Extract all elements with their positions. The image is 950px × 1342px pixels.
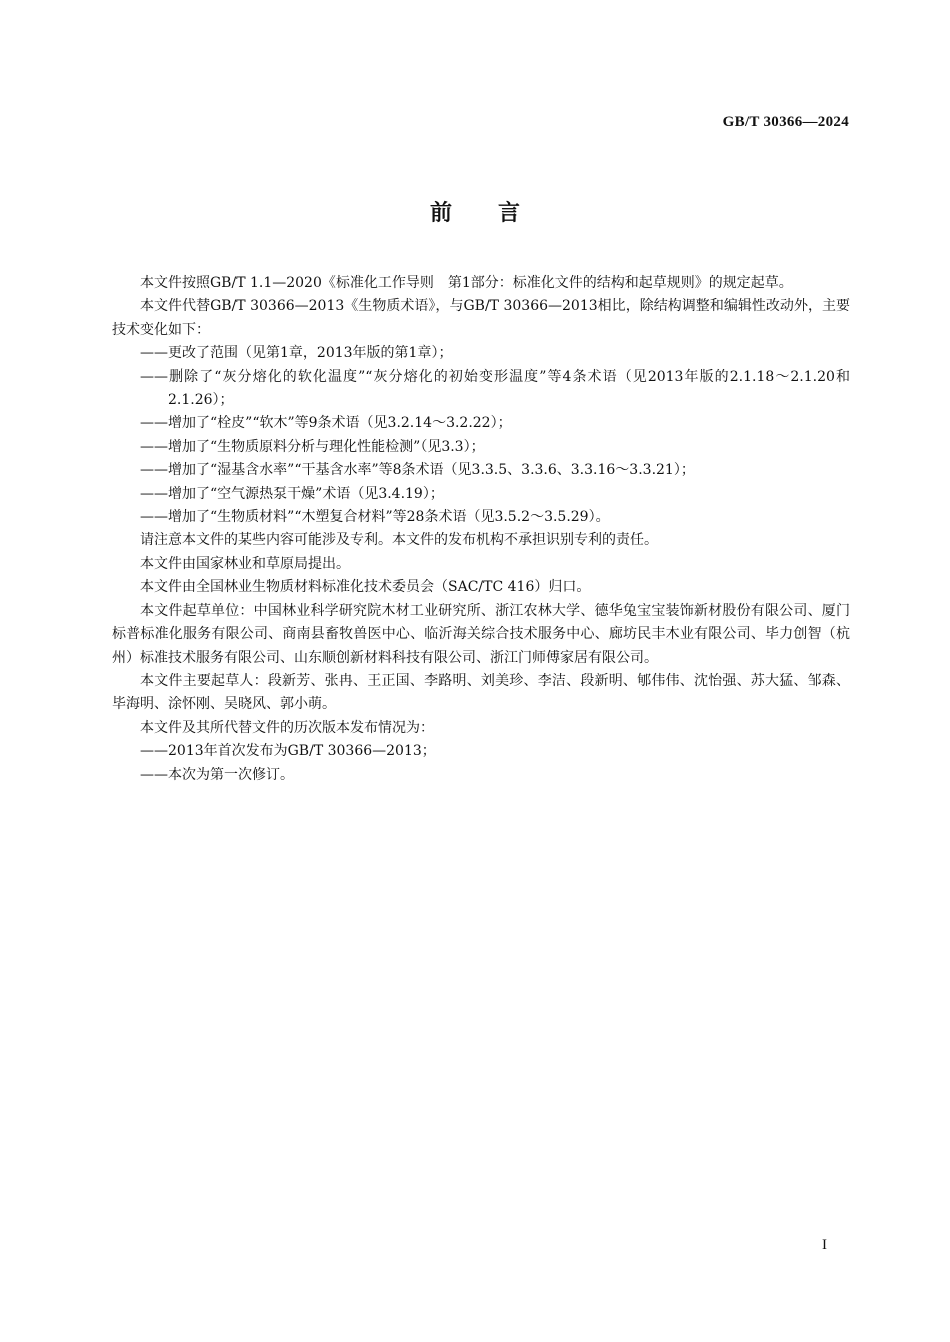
dash-marker: —— — [140, 368, 168, 385]
document-body — [112, 272, 850, 787]
dash-marker: —— — [140, 509, 168, 526]
paragraph-text: 增加了“湿基含水率”“干基含水率”等8条术语（见3.3.5、3.3.6、3.3.16～3.3.21）； — [168, 462, 695, 479]
paragraph — [112, 576, 850, 599]
paragraph — [112, 553, 850, 576]
paragraph-text: 增加了“空气源热泵干燥”术语（见3.4.19）； — [168, 485, 444, 502]
list-item — [112, 740, 850, 763]
paragraph-text: 本文件主要起草人：段新芳、张冉、王正国、李路明、刘美珍、李洁、段新明、郇伟伟、沈怡强、苏大猛、邹森、毕海明、涂怀刚、吴晓风、郭小萌。 — [112, 672, 850, 713]
paragraph-text: 请注意本文件的某些内容可能涉及专利。本文件的发布机构不承担识别专利的责任。 — [140, 532, 658, 549]
list-item — [112, 436, 850, 459]
paragraph-text: 增加了“生物质材料”“木塑复合材料”等28条术语（见3.5.2～3.5.29）。 — [168, 509, 610, 526]
list-item — [112, 342, 850, 365]
dash-marker: —— — [140, 743, 168, 760]
dash-marker: —— — [140, 345, 168, 362]
dash-marker: —— — [140, 415, 168, 432]
paragraph-text: 增加了“栓皮”“软木”等9条术语（见3.2.14～3.2.22）； — [168, 415, 512, 432]
paragraph — [112, 670, 850, 717]
paragraph-text: 增加了“生物质原料分析与理化性能检测”（见3.3）； — [168, 438, 485, 455]
paragraph — [112, 717, 850, 740]
paragraph-text: 更改了范围（见第1章，2013年版的第1章）； — [168, 345, 453, 362]
dash-marker: —— — [140, 462, 168, 479]
page-title: 前言 — [429, 201, 566, 226]
paragraph-text: 本次为第一次修订。 — [168, 766, 294, 783]
paragraph-text: 删除了“灰分熔化的软化温度”“灰分熔化的初始变形温度”等4条术语（见2013年版的2.1.18～2.1.20和2.1.26）； — [168, 368, 850, 409]
list-item — [112, 483, 850, 506]
paragraph-text: 本文件及其所代替文件的历次版本发布情况为： — [140, 719, 434, 736]
dash-marker: —— — [140, 766, 168, 783]
list-item — [112, 366, 850, 413]
paragraph — [112, 600, 850, 670]
paragraph — [112, 295, 850, 342]
dash-marker: —— — [140, 438, 168, 455]
list-item — [112, 764, 850, 787]
paragraph — [112, 272, 850, 295]
paragraph-text: 2013年首次发布为GB/T 30366—2013； — [168, 743, 436, 760]
paragraph-text: 本文件代替GB/T 30366—2013《生物质术语》，与GB/T 30366—2013相比，除结构调整和编辑性改动外，主要技术变化如下： — [112, 298, 850, 338]
paragraph-text: 本文件由国家林业和草原局提出。 — [140, 555, 350, 572]
paragraph — [112, 529, 850, 552]
list-item — [112, 459, 850, 482]
list-item — [112, 506, 850, 529]
dash-marker: —— — [140, 485, 168, 502]
list-item — [112, 412, 850, 435]
paragraph-text: 本文件起草单位：中国林业科学研究院木材工业研究所、浙江农林大学、德华兔宝宝装饰新材股份有限公司、厦门标普标准化服务有限公司、商南县畜牧兽医中心、临沂海关综合技术服务中心、廊坊民丰木业有限公司、毕力创智（杭州）标准技术服务有限公司、山东顺创新材料科技有限公司、浙江门师傅家居有限公司。 — [112, 602, 850, 666]
standard-code: GB/T 30366—2024 — [722, 114, 849, 130]
paragraph-text: 本文件由全国林业生物质材料标准化技术委员会（SAC/TC 416）归口。 — [140, 579, 591, 596]
paragraph-text: 本文件按照GB/T 1.1—2020《标准化工作导则 第1部分：标准化文件的结构和起草规则》的规定起草。 — [140, 275, 793, 291]
page-number: I — [822, 1237, 827, 1253]
